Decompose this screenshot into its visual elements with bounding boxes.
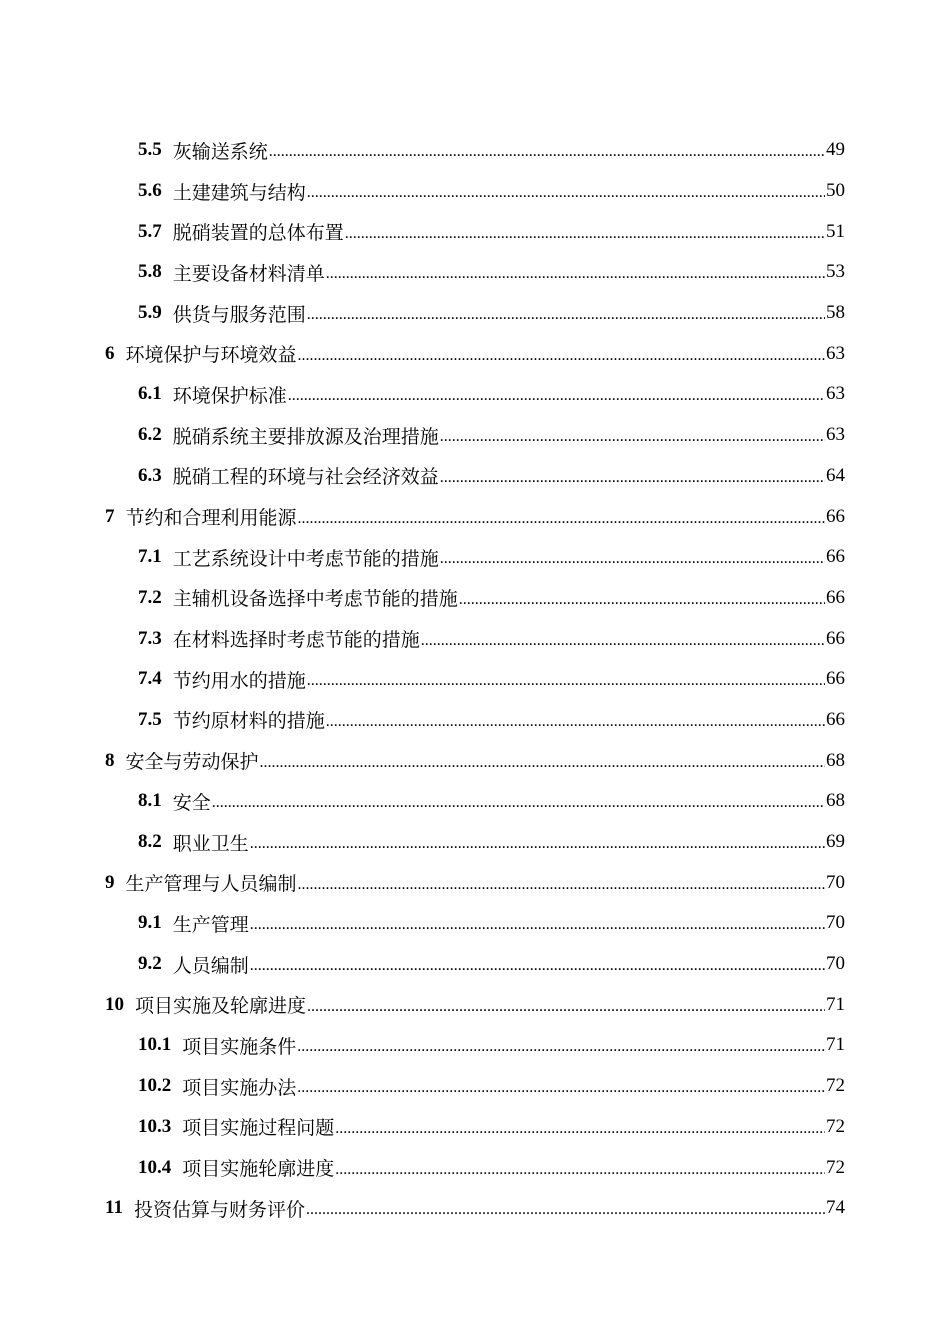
toc-entry-title: 脱硝系统主要排放源及治理措施 [172,425,439,448]
toc-entry-title: 主要设备材料清单 [172,262,325,285]
toc-dot-leader [260,754,825,772]
toc-entry-5-6[interactable] [0,171,950,212]
toc-entry-number: 9.2 [138,953,162,975]
toc-dot-leader [298,347,825,365]
toc-entry-number: 6.2 [138,424,162,446]
toc-entry-number: 9.1 [138,912,162,934]
toc-entry-9[interactable] [0,862,950,903]
toc-entry-page: 72 [826,1156,845,1178]
toc-dot-leader [297,1079,825,1097]
toc-entry-title: 环境保护与环境效益 [125,344,297,367]
toc-entry-8[interactable] [0,740,950,781]
toc-entry-number: 7.3 [138,627,162,649]
toc-dot-leader [326,713,825,731]
toc-entry-number: 8 [105,749,115,771]
toc-entry-9-1[interactable] [0,903,950,944]
toc-entry-number: 10.1 [138,1034,172,1056]
toc-entry-number: 11 [105,1197,123,1219]
toc-entry-page: 63 [826,342,845,364]
toc-dot-leader [459,591,825,609]
toc-entry-number: 10.2 [138,1075,172,1097]
toc-dot-leader [440,469,825,487]
toc-entry-page: 63 [826,424,845,446]
toc-entry-6-2[interactable] [0,415,950,456]
toc-entry-7[interactable] [0,496,950,537]
toc-entry-5-8[interactable] [0,252,950,293]
toc-entry-page: 66 [826,505,845,527]
toc-dot-leader [298,510,825,528]
toc-entry-11[interactable] [0,1188,950,1229]
toc-entry-number: 10 [105,993,124,1015]
toc-entry-6[interactable] [0,333,950,374]
toc-dot-leader [212,794,825,812]
toc-entry-10-4[interactable] [0,1147,950,1188]
toc-dot-leader [335,1120,825,1138]
toc-entry-page: 66 [826,668,845,690]
toc-entry-10-3[interactable] [0,1107,950,1148]
toc-dot-leader [298,876,825,894]
toc-entry-number: 7.4 [138,668,162,690]
toc-dot-leader [250,957,825,975]
toc-entry-7-1[interactable] [0,537,950,578]
toc-dot-leader [288,387,825,405]
toc-entry-title: 节约原材料的措施 [172,710,325,733]
toc-entry-page: 64 [826,464,845,486]
toc-entry-page: 49 [826,139,845,161]
toc-dot-leader [421,632,825,650]
toc-entry-8-2[interactable] [0,822,950,863]
toc-entry-page: 53 [826,261,845,283]
toc-entry-title: 节约和合理利用能源 [125,507,297,530]
toc-entry-6-3[interactable] [0,456,950,497]
toc-entry-page: 74 [826,1197,845,1219]
toc-entry-title: 投资估算与财务评价 [133,1198,305,1221]
toc-dot-leader [250,835,825,853]
toc-entry-number: 7.5 [138,708,162,730]
toc-entry-7-2[interactable] [0,578,950,619]
toc-dot-leader [269,143,825,161]
toc-entry-title: 供货与服务范围 [172,303,306,326]
toc-entry-title: 土建建筑与结构 [172,181,306,204]
toc-entry-8-1[interactable] [0,781,950,822]
toc-entry-title: 项目实施办法 [182,1076,297,1099]
toc-entry-title: 灰输送系统 [172,140,268,163]
toc-entry-number: 8.1 [138,790,162,812]
toc-entry-number: 7.2 [138,586,162,608]
toc-entry-title: 脱硝工程的环境与社会经济效益 [172,466,439,489]
toc-entry-page: 66 [826,708,845,730]
toc-entry-page: 66 [826,627,845,649]
toc-entry-title: 职业卫生 [172,832,249,855]
toc-entry-page: 71 [826,1034,845,1056]
toc-entry-page: 66 [826,586,845,608]
toc-entry-number: 5.7 [138,220,162,242]
toc-dot-leader [440,550,825,568]
table-of-contents [0,130,950,1229]
toc-entry-title: 环境保护标准 [172,384,287,407]
toc-entry-page: 66 [826,546,845,568]
toc-entry-page: 70 [826,953,845,975]
toc-entry-number: 7 [105,505,115,527]
toc-entry-5-9[interactable] [0,293,950,334]
toc-entry-7-3[interactable] [0,618,950,659]
toc-dot-leader [297,1038,825,1056]
toc-entry-10-2[interactable] [0,1066,950,1107]
toc-entry-number: 6.1 [138,383,162,405]
toc-entry-number: 5.9 [138,302,162,324]
toc-entry-title: 在材料选择时考虑节能的措施 [172,629,420,652]
toc-dot-leader [335,1161,825,1179]
toc-entry-10-1[interactable] [0,1025,950,1066]
toc-entry-page: 58 [826,302,845,324]
toc-entry-title: 生产管理与人员编制 [125,873,297,896]
toc-entry-title: 工艺系统设计中考虑节能的措施 [172,547,439,570]
toc-entry-number: 7.1 [138,546,162,568]
toc-entry-7-4[interactable] [0,659,950,700]
toc-entry-page: 68 [826,749,845,771]
toc-dot-leader [326,265,825,283]
toc-entry-number: 5.8 [138,261,162,283]
toc-entry-page: 72 [826,1115,845,1137]
toc-entry-number: 8.2 [138,831,162,853]
toc-dot-leader [250,916,825,934]
toc-entry-title: 项目实施过程问题 [182,1117,335,1140]
toc-entry-title: 人员编制 [172,954,249,977]
toc-entry-page: 70 [826,912,845,934]
toc-dot-leader [307,184,825,202]
toc-entry-title: 项目实施条件 [182,1035,297,1058]
toc-entry-title: 项目实施轮廓进度 [182,1158,335,1181]
toc-entry-title: 安全 [172,791,211,814]
toc-entry-number: 9 [105,871,115,893]
toc-entry-title: 安全与劳动保护 [125,751,259,774]
toc-entry-title: 脱硝装置的总体布置 [172,222,344,245]
toc-entry-page: 51 [826,220,845,242]
toc-entry-title: 主辅机设备选择中考虑节能的措施 [172,588,458,611]
toc-entry-9-2[interactable] [0,944,950,985]
toc-dot-leader [306,1201,825,1219]
toc-entry-number: 5.5 [138,139,162,161]
toc-entry-number: 6.3 [138,464,162,486]
toc-entry-page: 50 [826,180,845,202]
toc-entry-10[interactable] [0,984,950,1025]
toc-entry-7-5[interactable] [0,700,950,741]
toc-entry-number: 10.3 [138,1115,172,1137]
toc-entry-6-1[interactable] [0,374,950,415]
toc-entry-page: 71 [826,993,845,1015]
toc-entry-page: 68 [826,790,845,812]
toc-entry-number: 5.6 [138,180,162,202]
toc-entry-page: 70 [826,871,845,893]
toc-entry-title: 生产管理 [172,913,249,936]
toc-entry-number: 10.4 [138,1156,172,1178]
toc-dot-leader [307,672,825,690]
toc-dot-leader [307,998,825,1016]
toc-entry-5-5[interactable] [0,130,950,171]
toc-dot-leader [440,428,825,446]
toc-dot-leader [307,306,825,324]
toc-entry-title: 项目实施及轮廓进度 [135,995,307,1018]
toc-entry-number: 6 [105,342,115,364]
toc-entry-5-7[interactable] [0,211,950,252]
toc-dot-leader [345,225,825,243]
toc-entry-title: 节约用水的措施 [172,669,306,692]
toc-entry-page: 72 [826,1075,845,1097]
toc-entry-page: 69 [826,831,845,853]
toc-entry-page: 63 [826,383,845,405]
